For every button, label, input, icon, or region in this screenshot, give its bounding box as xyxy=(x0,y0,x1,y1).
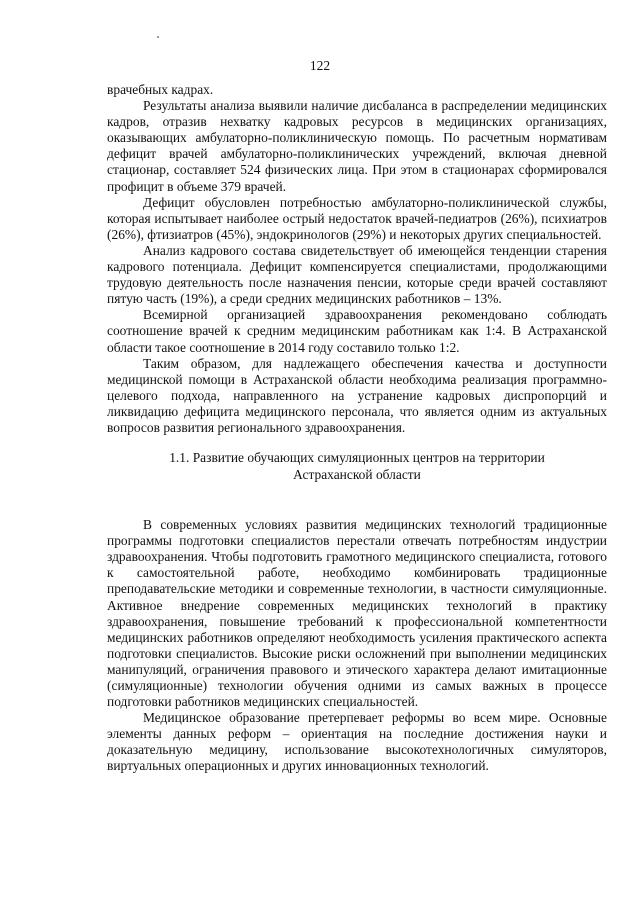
section-spacer xyxy=(107,483,607,517)
paragraph-who-ratio: Всемирной организацией здравоохранения рекомендовано соблюдать соотношение врачей к средним медицинским работникам как 1:4. В Астраханской области такое соотношение в 2014 году составило только 1:2. xyxy=(107,307,607,355)
paragraph-deficit-cause: Дефицит обусловлен потребностью амбулаторно-поликлинической службы, которая испытывает наиболее острый недостаток врачей-педиатров (26%), психиатров (26%), фтизиатров (45%), эндокринологов (29%) и некоторых других специальностей. xyxy=(107,194,607,242)
page-number: 122 xyxy=(309,58,331,73)
section-heading-line-2: Астраханской области xyxy=(293,466,421,482)
document-body xyxy=(107,82,607,775)
paragraph-staff-aging: Анализ кадрового состава свидетельствует об имеющейся тенденции старения кадрового потенциала. Дефицит компенсируется специалистами, продолжающими трудовую деятельность после назначения пенсии, которые среди врачей составляют пятую часть (19%), а среди средних медицинских работников – 13%. xyxy=(107,242,607,307)
scan-speck xyxy=(157,36,159,38)
paragraph-continuation: врачебных кадрах. xyxy=(107,82,214,97)
paragraph-education-reform: Медицинское образование претерпевает реформы во всем мире. Основные элементы данных реформ – ориентация на последние достижения науки и доказательную медицину, использование высокотехнологичных симуляторов, виртуальных операционных и других инновационных технологий. xyxy=(107,710,607,774)
paragraph-conclusion: Таким образом, для надлежащего обеспечения качества и доступности медицинской помощи в Астраханской области необходима реализация программно-целевого подхода, направленного на устранение кадровых диспропорций и ликвидацию дефицита медицинского персонала, что является одним из актуальных вопросов развития регионального здравоохранения. xyxy=(107,355,607,435)
paragraph-analysis-results: Результаты анализа выявили наличие дисбаланса в распределении медицинских кадров, отразив нехватку кадровых ресурсов в медицинских организациях, оказывающих амбулаторно-поликлиническую помощь. По расчетным нормативам дефицит врачей амбулаторно-поликлинических учреждений, включая дневной стационар, составляет 524 физических лица. При этом в стационарах сформировался профицит в объеме 379 врачей. xyxy=(107,98,607,194)
section-heading-line-1: 1.1. Развитие обучающих симуляционных центров на территории xyxy=(169,450,545,466)
paragraph-simulation-tech: В современных условиях развития медицинских технологий традиционные программы подготовки специалистов перестали отвечать потребностям индустрии здравоохранения. Чтобы подготовить грамотного медицинского специалиста, готового к самостоятельной работе, необходимо комбинировать традиционные преподавательские методики и современные технологии, в частности симуляционные. Активное внедрение современных медицинских технологий в практику здравоохранения, повышение требований к профессиональной компетентности медицинских работников определяют необходимость усиления практического аспекта подготовки специалистов. Высокие риски осложнений при выполнении медицинских манипуляций, ограничения правового и этического характера делают имитационные (симуляционные) технологии обучения одними из самых важных в процессе подготовки работников медицинских специальностей. xyxy=(107,517,607,710)
section-heading xyxy=(107,450,607,483)
